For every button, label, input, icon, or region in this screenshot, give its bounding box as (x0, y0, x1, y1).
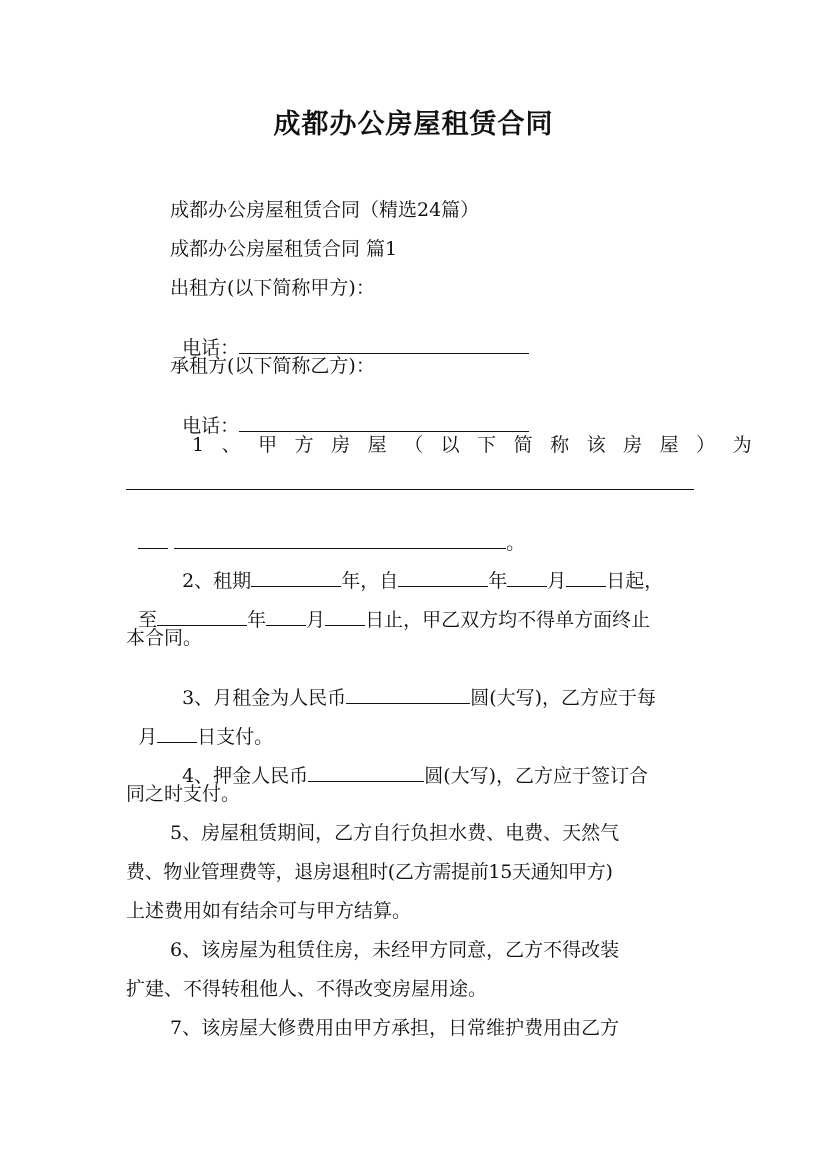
clause-1-end: 。 (506, 532, 526, 554)
clause-1-text: 1、甲方房屋（以下简称该房屋）为 (192, 434, 770, 456)
clause-2-start-month-blank (507, 570, 547, 587)
clause-6-row-2: 扩建、不得转租他人、不得改变房屋用途。 (126, 978, 488, 1000)
clause-3-rent-suffix: 圆(大写)，乙方应于每 (470, 687, 657, 709)
clause-3-row-2 (126, 707, 273, 747)
clause-2-month-unit: 月 (547, 570, 567, 592)
intro-line: 成都办公房屋租赁合同（精选24篇） (170, 199, 480, 221)
clause-2-end-month-unit: 月 (306, 609, 326, 631)
section-heading: 成都办公房屋租赁合同 篇1 (170, 238, 398, 260)
lessor-phone-row (170, 318, 529, 358)
lessee-phone-blank (239, 415, 529, 432)
clause-3-month-label: 月 (138, 726, 158, 748)
clause-1-row-2 (126, 513, 525, 553)
clause-7-row-1: 7、该房屋大修费用由甲方承担，日常维护费用由乙方 (170, 1017, 620, 1039)
clause-2-to-label: 至 (138, 609, 158, 631)
clause-2-end-month-blank (266, 609, 306, 626)
lessee-label: 承租方(以下简称乙方)： (170, 355, 375, 377)
clause-4-deposit-suffix: 圆(大写)，乙方应于签订合 (424, 765, 649, 787)
clause-2-end-day-blank (325, 609, 365, 626)
clause-3-day-blank (157, 726, 197, 743)
clause-2-year-unit: 年 (488, 570, 508, 592)
clause-2-years-blank (251, 570, 341, 587)
clause-2-end-year-unit: 年 (247, 609, 267, 631)
clause-3-pay-suffix: 日支付。 (197, 726, 274, 748)
clause-1-blank-line (126, 489, 694, 490)
lessee-phone-row (170, 396, 529, 436)
clause-5-row-1: 5、房屋租赁期间，乙方自行负担水费、电费、天然气 (170, 822, 620, 844)
clause-4-row-2: 同之时支付。 (126, 783, 241, 805)
clause-2-from-label: 年，自 (341, 570, 399, 592)
clause-2-row-1 (170, 551, 663, 591)
clause-6-row-1: 6、该房屋为租赁住房，未经甲方同意，乙方不得改装 (170, 939, 620, 961)
clause-2-start-day-blank (566, 570, 606, 587)
clause-2-end-suffix: 日止，甲乙双方均不得单方面终止 (365, 609, 651, 631)
lessor-label: 出租方(以下简称甲方)： (170, 277, 375, 299)
clause-4-deposit-label: 4、押金人民币 (182, 765, 309, 787)
clause-2-start-year-blank (398, 570, 488, 587)
clause-1-blank-a (138, 532, 168, 549)
clause-3-rent-label: 3、月租金为人民币 (182, 687, 347, 709)
clause-2-end-year-blank (157, 609, 247, 626)
clause-1-blank-b (174, 532, 506, 549)
clause-4-row-1 (170, 746, 648, 786)
clause-5-row-3: 上述费用如有结余可与甲方结算。 (126, 900, 412, 922)
clause-2-term-label: 2、租期 (182, 570, 252, 592)
clause-3-rent-blank (346, 687, 470, 704)
document-title: 成都办公房屋租赁合同 (273, 109, 554, 140)
lessee-phone-label: 电话： (182, 415, 240, 437)
clause-3-row-1 (170, 668, 656, 708)
clause-2-start-suffix: 日起， (606, 570, 664, 592)
lessor-phone-blank (239, 337, 529, 354)
clause-2-row-2 (126, 590, 650, 630)
clause-4-deposit-blank (308, 765, 424, 782)
clause-2-row-3: 本合同。 (126, 627, 203, 649)
lessor-phone-label: 电话： (182, 337, 240, 359)
clause-5-row-2: 费、物业管理费等，退房退租时(乙方需提前15天通知甲方) (126, 861, 613, 883)
